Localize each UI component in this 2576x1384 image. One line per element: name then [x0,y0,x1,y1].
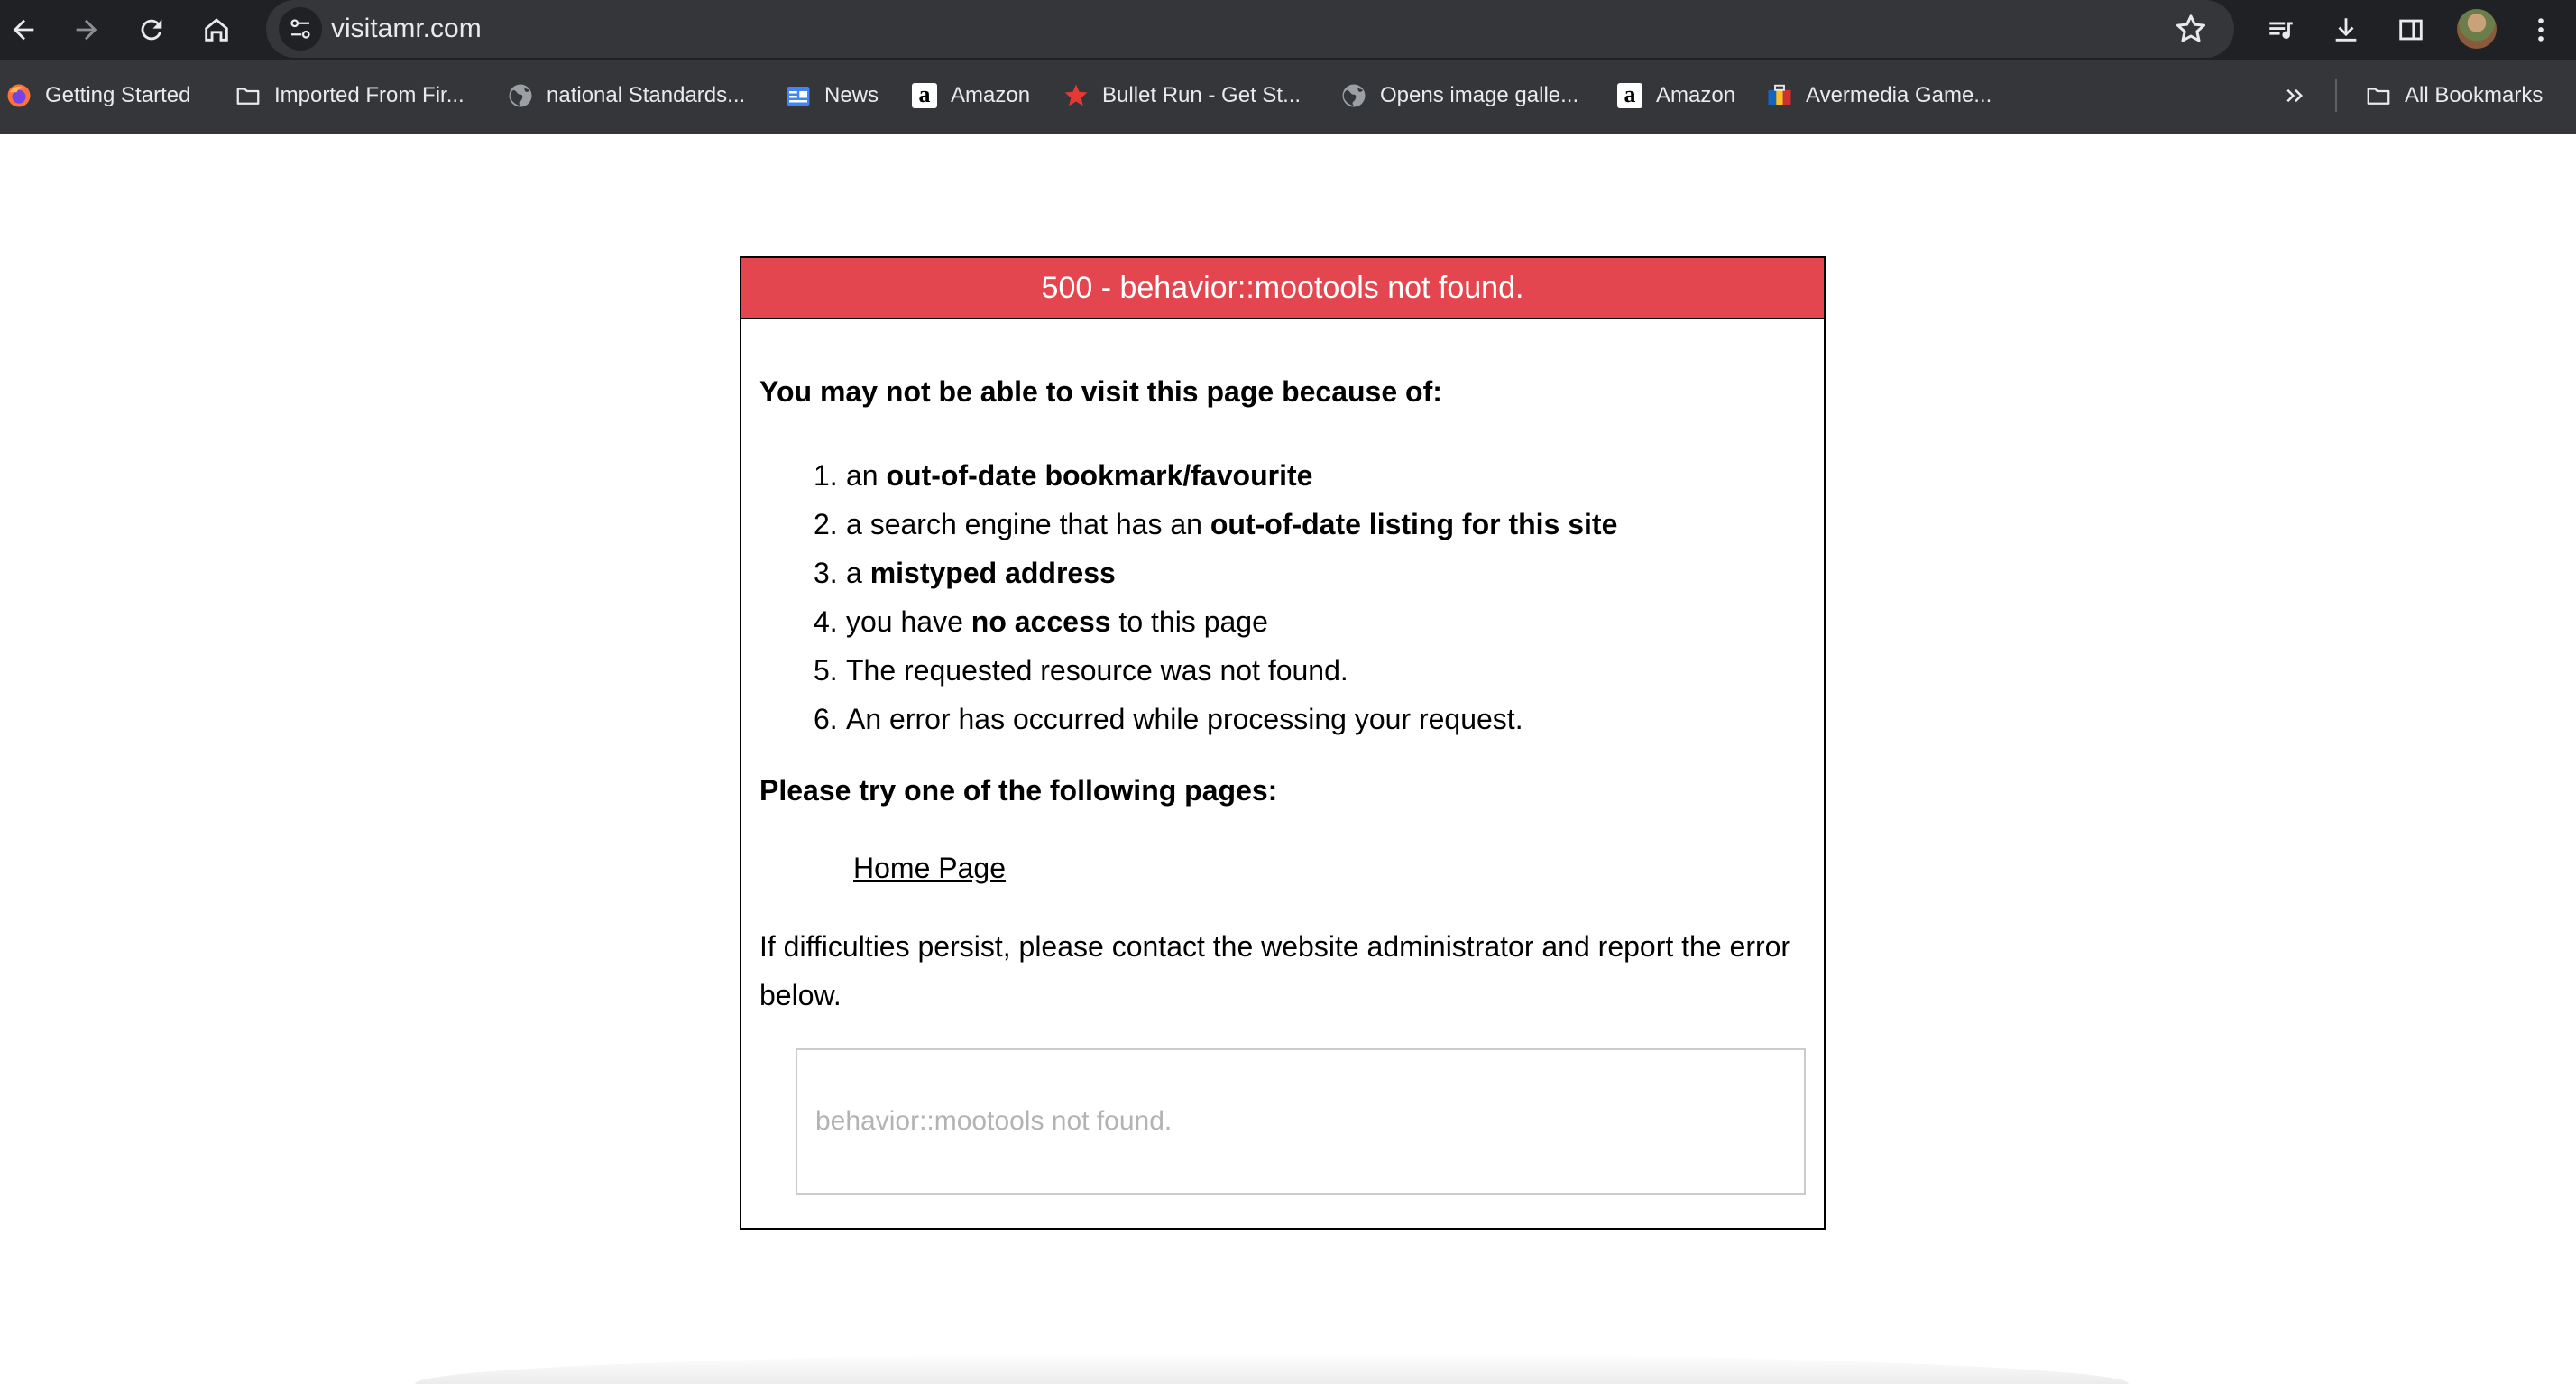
reason-item: 1. an out-of-date bookmark/favourite [814,459,1313,492]
bullet-run-icon [1063,82,1090,109]
error-title: 500 - behavior::mootools not found. [741,258,1824,319]
bookmark-star-icon[interactable] [2173,11,2209,47]
reload-button[interactable] [130,8,173,51]
reason-item: 5. The requested resource was not found. [814,654,1348,687]
home-page-link[interactable]: Home Page [853,852,1006,884]
more-vert-icon [2525,14,2556,45]
bookmark-label: Imported From Fir... [274,83,465,107]
error-panel [740,256,1826,1230]
address-bar[interactable] [266,0,2234,58]
bookmark-label: national Standards... [547,83,746,107]
all-bookmarks-label: All Bookmarks [2405,83,2544,107]
site-info-button[interactable] [279,7,322,51]
browser-toolbar [0,0,2576,60]
back-button[interactable] [2,8,45,51]
error-detail-box: behavior::mootools not found. [796,1048,1806,1195]
reason-item: 6. An error has occurred while processing your request. [814,703,1523,735]
folder-icon [2365,82,2392,109]
reason-item: 4. you have no access to this page [814,605,1268,638]
all-bookmarks-button[interactable] [2365,78,2543,114]
persist-message: If difficulties persist, please contact the website administrator and report the error below. [759,930,1791,1011]
bookmarks-divider [2335,79,2337,112]
bookmarks-bar [0,60,2576,134]
bookmark-amazon-2[interactable] [1616,78,1735,114]
bookmark-label: Getting Started [45,83,191,107]
bookmark-label: Bullet Run - Get St... [1102,83,1302,107]
profile-avatar[interactable] [2457,9,2497,49]
bookmark-news[interactable] [785,78,879,114]
reasons-heading: You may not be able to visit this page because of: [759,375,1442,408]
reasons-list [814,451,1617,743]
bookmark-label: Opens image galle... [1380,83,1579,107]
bookmark-amazon[interactable] [911,78,1030,114]
side-panel-button[interactable] [2390,9,2432,51]
globe-icon [1340,82,1367,109]
bookmark-label: Amazon [951,83,1031,107]
chevron-double-right-icon [2282,82,2309,109]
amazon-icon: a [911,82,938,109]
bookmark-national-standards[interactable] [507,78,745,114]
try-pages-heading: Please try one of the following pages: [759,774,1278,807]
bookmark-avermedia[interactable] [1766,78,1992,114]
download-icon [2331,14,2361,45]
home-button[interactable] [195,8,238,51]
tune-icon [287,15,314,42]
reason-item: 3. a mistyped address [814,557,1116,589]
globe-icon [507,82,534,109]
more-bookmarks-button[interactable] [2282,78,2322,114]
arrow-left-icon [8,14,39,45]
bookmark-label: News [824,83,879,107]
page-bottom-shadow [415,1353,2129,1384]
browser-menu-button[interactable] [2520,9,2562,51]
reason-item: 2. a search engine that has an out-of-date listing for this site [814,508,1618,540]
forward-button[interactable] [65,8,108,51]
reading-list-button[interactable] [2260,9,2302,51]
arrow-right-icon [71,14,102,45]
folder-icon [235,82,262,109]
home-icon [201,14,232,45]
side-panel-icon [2396,14,2426,45]
amazon-icon: a [1616,82,1643,109]
bookmark-getting-started[interactable] [5,78,190,114]
bookmark-image-gallery[interactable] [1340,78,1578,114]
bookmark-label: Avermedia Game... [1806,83,1992,107]
google-news-icon [785,82,812,109]
reload-icon [136,14,167,45]
downloads-button[interactable] [2325,9,2367,51]
url-text[interactable]: visitamr.com [331,14,482,43]
avermedia-icon [1766,82,1793,109]
firefox-icon [5,82,32,109]
bookmark-bullet-run[interactable] [1063,78,1301,114]
bookmark-imported-folder[interactable] [235,78,465,114]
queue-music-icon [2266,14,2296,45]
bookmark-label: Amazon [1656,83,1736,107]
